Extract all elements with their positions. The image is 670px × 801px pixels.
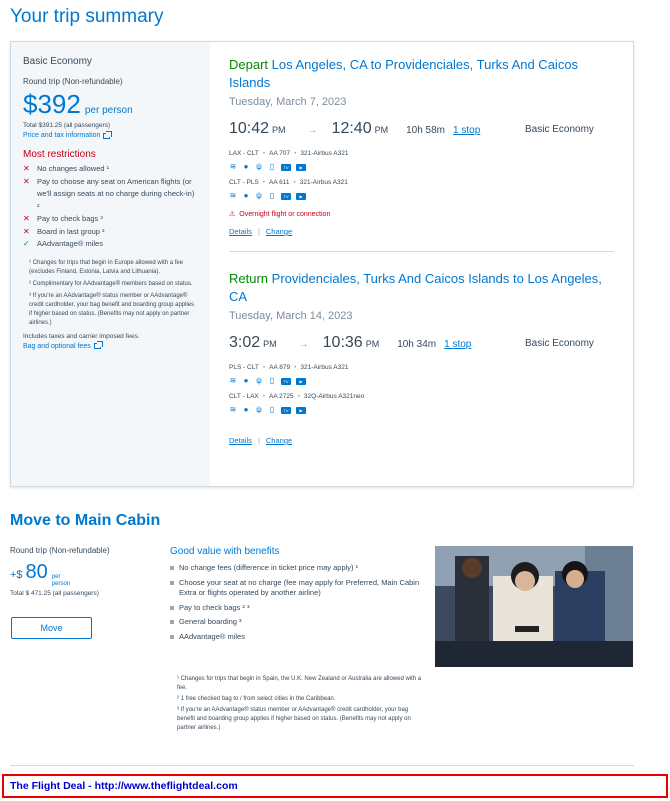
list-item [23,213,198,226]
benefits-title: Good value with benefits [170,546,280,557]
main-cabin-benefits [170,546,425,646]
usb-icon: ψ [256,376,262,385]
depart-time-row [229,120,619,140]
depart-arr-ampm: PM [374,125,389,135]
benefit-text: No change fees (difference in ticket price may apply) ¹ [179,563,359,572]
depart-actions [229,227,619,236]
fare-price: $392 [23,89,81,119]
itinerary-panel [229,56,619,445]
separator-dot: • [293,179,296,186]
return-route: Providenciales, Turks And Caicos Islands to Los Angeles, CA [229,271,602,304]
list-item [170,603,425,614]
restriction-text: No changes allowed ¹ [37,164,110,173]
return-dep-time: 3:02 [229,334,261,351]
separator-dot: • [297,393,300,400]
external-link-icon [94,343,101,349]
external-link-icon [103,133,110,139]
separator-dot: • [262,150,266,157]
power-icon: ● [243,191,249,200]
leg-route: PLS - CLT [229,364,259,371]
depart-label: Depart [229,57,269,72]
benefits-list [170,563,425,642]
footnote: ¹ Changes for trips that begin in Spain, the U.K. New Zealand or Australia are allowed with a fee. [177,676,422,691]
separator-dot: • [262,179,266,186]
section-divider [10,765,634,766]
footnote: ¹ Changes for trips that begin in Europe allowed with a fee (excludes Finland, Estonia, Latvia and Lithuania). [29,259,184,275]
fare-panel [11,42,210,486]
fare-total: Total $391.25 (all passengers) [23,122,111,129]
depart-details-link[interactable]: Details [229,227,252,236]
return-duration: 10h 34m [397,339,437,350]
usb-icon: ψ [256,405,262,414]
phone-icon: ▯ [269,162,275,171]
restriction-text: Pay to choose any seat on American flights (or we'll assign seats at no charge during check-in) ² [37,176,195,211]
flight-deal-banner[interactable]: The Flight Deal - http://www.theflightdeal.com [2,774,668,798]
leg-flight: AA 611 [269,179,290,186]
leg-flight: AA 2725 [269,393,294,400]
amenities-row [229,192,619,200]
amenities-row [229,377,619,385]
tv-icon: TV [281,407,291,414]
trip-summary-card [10,41,634,487]
depart-stops-link[interactable]: 1 stop [453,125,481,136]
separator-dot: • [294,364,297,371]
cabin-passengers-image [435,546,633,667]
list-item [170,632,425,643]
flight-leg [229,393,619,400]
leg-aircraft: 321-Airbus A321 [300,364,349,371]
return-cabin: Basic Economy [525,338,594,349]
footnote: ² Complimentary for AAdvantage® members based on status. [29,280,193,287]
usb-icon: ψ [256,162,262,171]
depart-date: Tuesday, March 7, 2023 [229,96,347,108]
list-item [170,578,425,599]
entertainment-icon: ▶ [296,193,306,200]
main-cabin-trip-type: Round trip (Non-refundable) [10,546,110,555]
restriction-text: AAdvantage® miles [37,239,103,248]
bullet-icon [170,635,174,639]
power-icon: ● [243,405,249,414]
benefit-text: Choose your seat at no charge (fee may apply for Preferred, Main Cabin Extra or flights operated by another airline) [179,577,420,597]
flight-leg [229,150,619,157]
return-arr-ampm: PM [365,339,380,349]
entertainment-icon: ▶ [296,164,306,171]
restriction-text: Board in last group ³ [37,226,105,236]
main-cabin-title: Move to Main Cabin [10,512,161,529]
tv-icon: TV [281,378,291,385]
fare-price-unit: per person [84,105,133,116]
page-title: Your trip summary [10,6,164,27]
return-time-row [229,334,619,354]
benefit-text: AAdvantage® miles [179,631,245,641]
benefit-text: Pay to check bags ² ³ [179,602,250,612]
depart-arr-time: 12:40 [331,120,372,137]
leg-route: LAX - CLT [229,150,259,157]
benefit-text: General boarding ³ [179,617,242,626]
footnote: ² 1 free checked bag to / from select cities in the Caribbean. [177,696,336,702]
list-item [170,563,425,574]
return-date: Tuesday, March 14, 2023 [229,310,353,322]
phone-icon: ▯ [269,405,275,414]
restriction-text: Pay to check bags ³ [37,214,103,223]
depart-cabin: Basic Economy [525,124,594,135]
main-cabin-amount: 80 [25,561,48,583]
bullet-icon [170,620,174,624]
main-cabin-photo [435,546,633,667]
leg-flight: AA 879 [269,364,291,371]
return-label: Return [229,271,269,286]
power-icon: ● [243,162,249,171]
leg-flight: AA 707 [269,150,291,157]
depart-route: Los Angeles, CA to Providenciales, Turks And Caicos Islands [229,57,579,90]
return-actions [229,436,619,445]
main-cabin-price [10,561,160,588]
price-tax-link[interactable]: Price and tax information [23,132,101,139]
amenities-row [229,163,619,171]
flight-leg [229,364,619,371]
leg-aircraft: 321-Airbus A321 [299,179,348,186]
wifi-icon: ≋ [229,376,237,385]
restrictions-list [23,163,198,251]
power-icon: ● [243,376,249,385]
return-details-link[interactable]: Details [229,436,252,445]
divider: | [257,436,260,445]
main-cabin-total: Total $ 471.25 (all passengers) [10,590,99,597]
bag-fees-link[interactable]: Bag and optional fees [23,342,91,350]
list-item [170,617,425,628]
fare-price-row [23,89,198,120]
usb-icon: ψ [256,191,262,200]
overnight-text: Overnight flight or connection [239,210,331,218]
main-cabin-price-block [10,546,160,597]
wifi-icon: ≋ [229,405,237,414]
overnight-warning [229,210,619,218]
flight-leg [229,179,619,186]
x-icon: ✕ [23,176,30,186]
amenities-row [229,406,619,414]
divider: | [257,227,260,236]
footnote: ³ If you're an AAdvantage® status member or AAdvantage® credit cardholder, your bag benefit and boarding group applies if higher based on status. (Benefits may not apply on partner airlines.) [29,292,195,326]
segment-divider [229,251,614,252]
main-cabin-per [52,574,70,588]
return-heading [229,270,619,306]
leg-route: CLT - PLS [229,179,259,186]
main-cabin-notes [177,675,427,735]
list-item [23,238,198,251]
bullet-icon [170,581,174,585]
return-arr-time: 10:36 [322,334,363,351]
return-change-link[interactable]: Change [265,436,293,445]
depart-dep-time: 10:42 [229,120,270,137]
entertainment-icon: ▶ [296,378,306,385]
fare-name: Basic Economy [23,56,92,67]
return-dep-ampm: PM [263,339,277,349]
per-line: per [51,574,61,580]
list-item [23,163,198,176]
depart-change-link[interactable]: Change [265,227,293,236]
restrictions-title: Most restrictions [23,149,96,160]
footnote: ³ If you're an AAdvantage® status member or AAdvantage® credit cardholder, your bag benefit and boarding group applies if higher based on status. (Benefits may not apply on partner airlines.) [177,707,411,731]
tv-icon: TV [281,193,291,200]
phone-icon: ▯ [269,376,275,385]
leg-aircraft: 32Q-Airbus A321neo [303,393,365,400]
separator-dot: • [294,150,297,157]
return-stops-link[interactable]: 1 stop [444,339,472,350]
leg-aircraft: 321-Airbus A321 [300,150,349,157]
list-item [23,226,198,239]
wifi-icon: ≋ [229,191,237,200]
x-icon: ✕ [23,164,30,173]
bullet-icon [170,566,174,570]
per-line: person [51,581,71,587]
wifi-icon: ≋ [229,162,237,171]
taxes-note: Includes taxes and carrier imposed fees. [23,332,140,340]
depart-dep-ampm: PM [272,125,286,135]
separator-dot: • [262,364,266,371]
move-button[interactable]: Move [11,617,92,639]
x-icon: ✕ [23,226,30,236]
bullet-icon [170,606,174,610]
phone-icon: ▯ [269,191,275,200]
check-icon: ✓ [23,239,30,248]
x-icon: ✕ [23,214,30,223]
main-cabin-plus: +$ [10,569,23,581]
price-tax-link-row[interactable] [23,132,198,139]
fare-trip-type: Round trip (Non-refundable) [23,77,123,86]
separator-dot: • [262,393,266,400]
list-item [23,176,198,214]
depart-duration: 10h 58m [406,125,446,136]
arrow-right-icon: → [298,339,309,350]
arrow-right-icon: → [307,125,318,136]
bag-fees-link-row[interactable] [23,343,198,350]
warning-icon: ⚠ [229,211,236,218]
fare-footnotes [23,259,198,328]
tv-icon: TV [281,164,291,171]
leg-route: CLT - LAX [229,393,259,400]
depart-heading [229,56,619,92]
entertainment-icon: ▶ [296,407,306,414]
